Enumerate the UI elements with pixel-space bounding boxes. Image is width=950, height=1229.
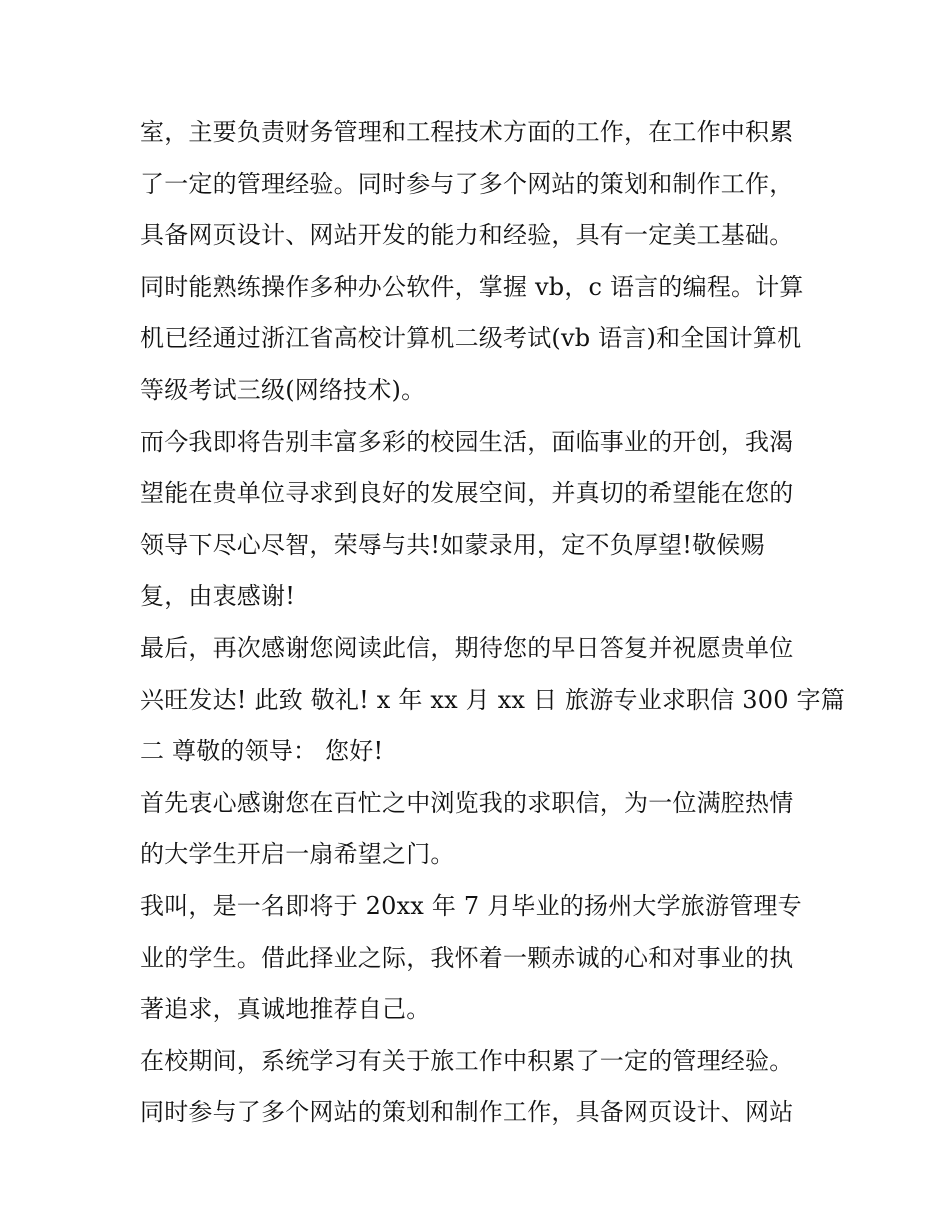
text-line: 业的学生。借此择业之际，我怀着一颗赤诚的心和对事业的执 — [140, 943, 794, 972]
text-line: 首先衷心感谢您在百忙之中浏览我的求职信，为一位满腔热情 — [140, 788, 794, 817]
text-line: 我叫，是一名即将于 20xx 年 7 月毕业的扬州大学旅游管理专 — [140, 891, 802, 920]
text-line: 室，主要负责财务管理和工程技术方面的工作，在工作中积累 — [140, 118, 794, 146]
text-line: 等级考试三级(网络技术)。 — [140, 375, 426, 404]
text-line: 复，由衷感谢! — [140, 582, 296, 611]
text-line: 的大学生开启一扇希望之门。 — [140, 840, 455, 869]
text-line: 最后，再次感谢您阅读此信，期待您的早日答复并祝愿贵单位 — [140, 633, 794, 662]
document-body — [140, 107, 845, 1139]
text-line: 了一定的管理经验。同时参与了多个网站的策划和制作工作， — [140, 169, 794, 198]
text-line: 而今我即将告别丰富多彩的校园生活，面临事业的开创，我渴 — [140, 427, 794, 456]
text-line: 二 尊敬的领导： 您好! — [140, 737, 384, 766]
text-line: 著追求，真诚地推荐自己。 — [140, 995, 431, 1024]
text-line: 机已经通过浙江省高校计算机二级考试(vb 语言)和全国计算机 — [140, 324, 802, 353]
text-line: 领导下尽心尽智，荣辱与共!如蒙录用，定不负厚望!敬候赐 — [140, 530, 765, 559]
text-line: 同时参与了多个网站的策划和制作工作，具备网页设计、网站 — [140, 1098, 794, 1127]
text-line: 具备网页设计、网站开发的能力和经验，具有一定美工基础。 — [140, 221, 794, 250]
text-line: 兴旺发达! 此致 敬礼! x 年 xx 月 xx 日 旅游专业求职信 300 字篇 — [140, 685, 845, 714]
text-line: 在校期间，系统学习有关于旅工作中积累了一定的管理经验。 — [140, 1046, 794, 1075]
text-line: 同时能熟练操作多种办公软件，掌握 vb，c 语言的编程。计算 — [140, 272, 804, 301]
text-line: 望能在贵单位寻求到良好的发展空间，并真切的希望能在您的 — [140, 479, 794, 508]
